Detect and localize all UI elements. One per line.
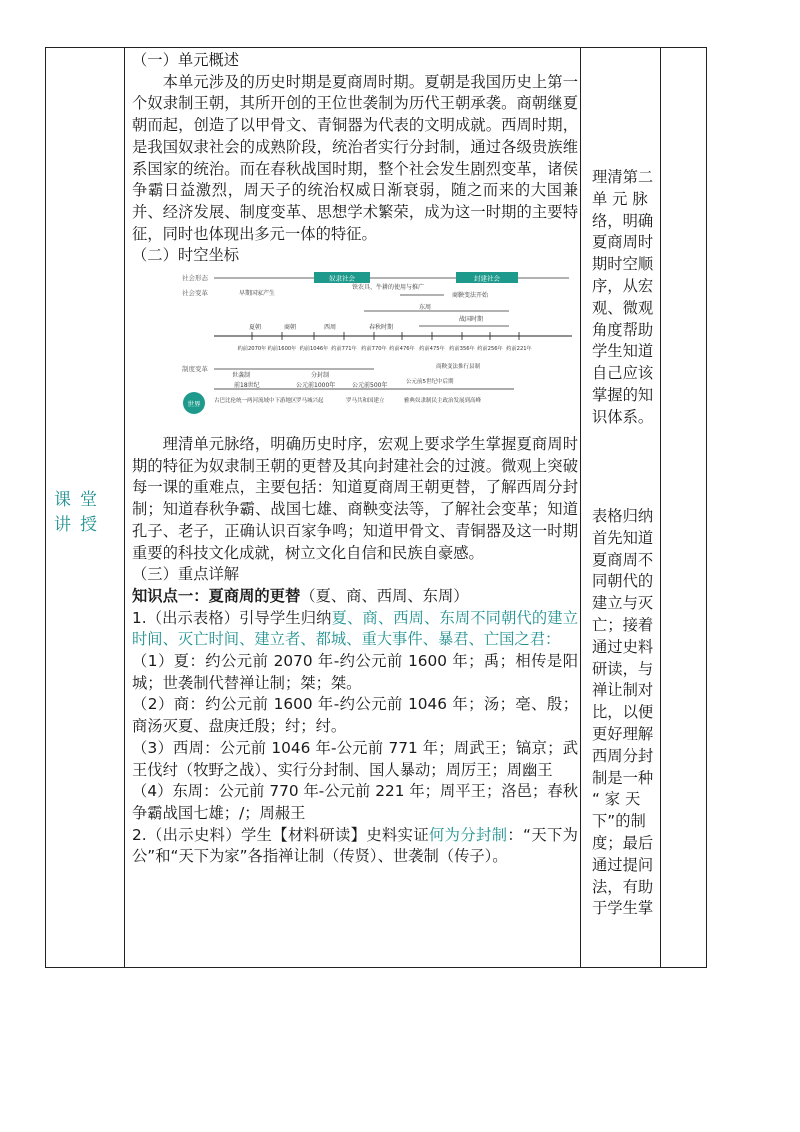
side-note-line: 法，有助 (592, 877, 654, 896)
timeline-date-label: 约前356年 (449, 346, 475, 353)
hereditary-label: 世袭制 (232, 372, 251, 380)
side-note-line: 禅让制对 (592, 681, 654, 700)
timeline-date-label: 约前1046年 (299, 346, 329, 353)
side-note-line: 建立与灭 (592, 594, 654, 613)
side-note-line: 首先知道 (592, 528, 654, 547)
side-note-2 (592, 506, 656, 920)
enfeoffment-label: 分封制 (311, 372, 330, 380)
table-divider (660, 48, 661, 967)
side-note-line: 更好理解 (592, 724, 654, 743)
western-zhou-detail: （3）西周：公元前 1046 年-公元前 771 年；周武王；镐京；武王伐纣（牧野之战）、实行分封制、国人暴动；周厉王；周幽王 (132, 738, 578, 779)
section-label: 课堂讲授 (54, 490, 106, 535)
shang-label: 商朝 (284, 324, 297, 332)
lesson-table (45, 47, 707, 968)
tick-group (238, 332, 532, 352)
world-event-4: 雅典奴隶制民主政治发展到高峰 (404, 398, 482, 405)
side-note-line: “ 家 天 (592, 790, 641, 809)
shang-yang-label: 商鞅变法开始 (452, 292, 489, 300)
side-note-line: 表格归纳 (592, 507, 654, 525)
warring-states-label: 战国时期 (459, 316, 484, 324)
timeline-date-label: 约前476年 (389, 346, 415, 353)
side-note-line: 亡；接着 (592, 615, 654, 634)
label-column (46, 48, 124, 967)
side-note-line: 序，从宏 (592, 276, 654, 295)
side-note-1 (592, 167, 656, 429)
main-content (132, 50, 578, 868)
side-note-line: 夏商周不 (592, 550, 654, 569)
side-note-line: 掌握的知 (592, 385, 654, 404)
section-2-title: （二）时空坐标 (132, 246, 240, 265)
western-zhou-label: 西周 (324, 324, 337, 332)
slave-society-label: 奴隶社会 (329, 274, 355, 283)
item-2-text: 2.（出示史料）学生【材料研读】史料实证 (132, 825, 430, 844)
side-note-line: 下”的制 (592, 812, 646, 831)
timeline-date-label: 约前256年 (477, 346, 503, 353)
timeline-figure (174, 271, 579, 426)
side-note-line: 比，以便 (592, 703, 654, 722)
side-note-line: 期时空顺 (592, 255, 654, 274)
world-event-1: 古巴比伦统一两河流域中下游地区 (214, 398, 297, 405)
side-note-line: 西周分封 (592, 746, 654, 765)
side-note-line: 学生知道 (592, 342, 654, 361)
shang-detail: （2）商：约公元前 1600 年-约公元前 1046 年；汤；亳、殷；商汤灭夏、盘庚迁殷；纣；纣。 (132, 695, 578, 736)
table-divider (124, 48, 125, 967)
item-1-text: 1.（出示表格）引导学生归纳 (132, 608, 332, 627)
section-1-title: （一）单元概述 (132, 51, 240, 69)
side-note-line: 通过史料 (592, 637, 654, 656)
section-2-body: 理清单元脉络，明确历史时序，宏观上要求学生掌握夏商周时期的特征为奴隶制王朝的更替及其向封建社会的过渡。微观上突破每一课的重难点，主要包括：知道夏商周王朝更替，了解西周分封制；知道春秋争霸、战国七雄、商鞅变法等，了解社会变革；知道孔子、老子，正确认识百家争鸣；知道甲骨文、青铜器及这一时期重要的科技文化成就，树立文化自信和民族自豪感。 (132, 435, 578, 562)
side-note-line: 夏商周时 (592, 233, 654, 252)
section-1-body: 本单元涉及的历史时期是夏商周时期。夏朝是我国历史上第一个奴隶制王朝，其所开创的王位世袭制为历代王朝承袭。商朝继夏朝而起，创造了以甲骨文、青铜器为代表的文明成就。西周时期，是我国奴隶社会的成熟阶段，统治者实行分封制，通过各级贵族维系国家的统治。而在春秋战国时期，整个社会发生剧烈变革，诸侯争霸日益激烈，周天子的统治权威日渐衰弱，随之而来的大国兼并、经济发展、制度变革、思想学术繁荣，成为这一时期的主要特征，同时也体现出多元一体的特征。 (132, 72, 578, 243)
side-note-line: 观、微观 (592, 298, 654, 317)
side-note-line: 通过提问 (592, 855, 654, 874)
side-note-line: 研读，与 (592, 659, 654, 678)
side-note-line: 自己应该 (592, 364, 654, 383)
side-note-line: 角度帮助 (592, 320, 654, 339)
side-note-line: 理清第二 (592, 168, 654, 186)
iron-tools-label: 铁农具、牛耕的使用与推广 (352, 284, 425, 292)
timeline-date-label: 约前1600年 (267, 346, 297, 353)
knowledge-point-1-tail: （夏、商、西周、东周） (300, 586, 469, 605)
reform-note: 商鞅变法推行县制 (436, 364, 481, 371)
item-2-highlight: 何为分封制 (429, 825, 508, 844)
world-date-2: 公元前1000年 (296, 382, 336, 390)
timeline-date-label: 约前770年 (361, 346, 387, 353)
world-date-4: 公元前5世纪中后期 (406, 379, 454, 386)
xia-detail: （1）夏：约公元前 2070 年-约公元前 1600 年；禹；相传是阳城；世袭制代替禅让制；桀；桀。 (132, 652, 578, 692)
knowledge-point-1 (132, 586, 578, 608)
world-label: 世界 (187, 400, 201, 409)
timeline-date-label: 约前221年 (506, 346, 532, 353)
item-1-highlight: 夏、商、西周、东周不同朝代的建立时间、灭亡时间、建立者、都城、重大事件、暴君、亡国之君： (132, 608, 578, 649)
xia-label: 夏朝 (249, 324, 262, 332)
table-divider (580, 48, 581, 967)
feudal-society-label: 封建社会 (474, 274, 500, 283)
side-note-line: 度；最后 (592, 833, 654, 852)
world-date-1: 前18世纪 (234, 382, 260, 390)
row-label-social-change: 社会变革 (182, 289, 208, 298)
row-label-social-nature: 社会形态 (182, 274, 208, 283)
item-1 (132, 608, 578, 651)
eastern-zhou-detail: （4）东周：公元前 770 年-公元前 221 年；周平王；洛邑；春秋争霸战国七雄；/；周赧王 (132, 782, 578, 822)
eastern-zhou-label: 东周 (419, 304, 432, 312)
spring-autumn-label: 春秋时期 (369, 324, 394, 332)
row-label-system-change: 制度变革 (182, 365, 208, 374)
timeline-date-label: 约前475年 (419, 346, 445, 353)
side-note-line: 络，明确 (592, 211, 654, 230)
world-event-3: 罗马共和国建立 (346, 398, 385, 405)
side-note-line: 单 元 脉 (592, 189, 648, 208)
side-note-line: 制是一种 (592, 768, 654, 787)
timeline-date-label: 约前2070年 (237, 346, 267, 353)
side-note-line: 于学生掌 (592, 899, 654, 918)
world-event-2: 罗马城兴起 (296, 398, 324, 405)
section-3-title: （三）重点详解 (132, 565, 240, 584)
timeline-date-label: 约前771年 (331, 346, 357, 353)
item-2-text-end: ：“天下为公”和“天下为家”各指禅让制（传贤）、世袭制（传子）。 (132, 825, 578, 866)
knowledge-point-1-head: 知识点一：夏商周的更替 (132, 586, 301, 605)
early-state-label: 早期国家产生 (239, 290, 276, 298)
item-2 (132, 825, 578, 868)
side-note-line: 同朝代的 (592, 572, 654, 591)
side-note-line: 识体系。 (592, 407, 654, 426)
world-date-3: 公元前500年 (352, 382, 388, 390)
